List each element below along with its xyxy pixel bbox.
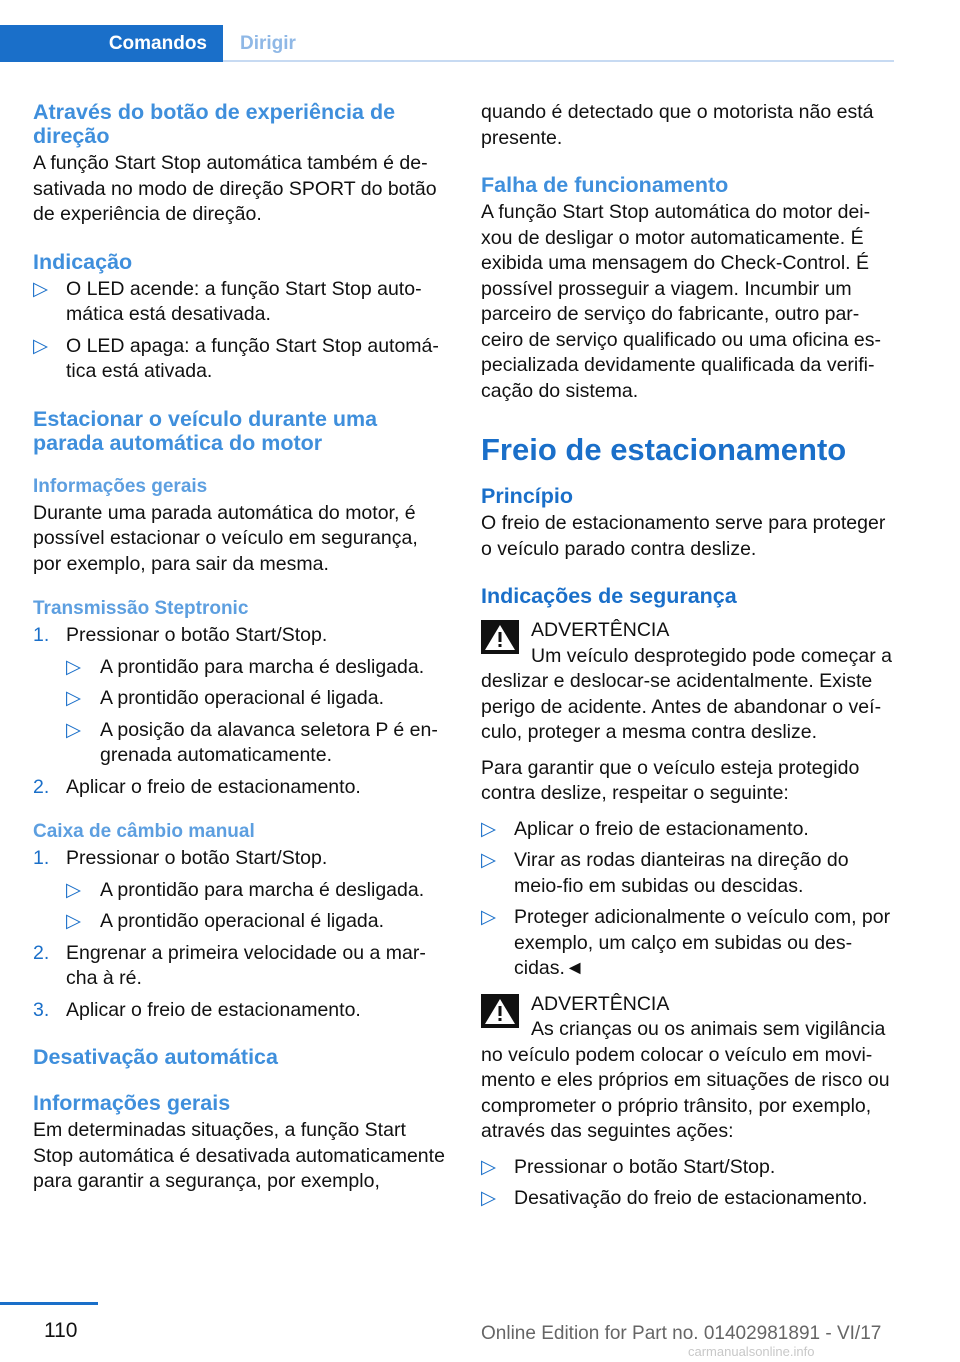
bullet-triangle-icon: ▷ [33, 277, 48, 300]
bullet-triangle-icon: ▷ [481, 817, 496, 840]
heading-manual: Caixa de câmbio manual [33, 821, 255, 842]
list-item: ▷ Aplicar o freio de estacionamento. [481, 817, 895, 843]
list-item: ▷ O LED acende: a função Start Stop automática está desativada. [33, 277, 422, 325]
paragraph-parada: Durante uma parada automática do motor, é possível estacionar o veículo em segurança, por exemplo, para sair da mesma. [33, 501, 418, 575]
step-number: 3. [33, 998, 50, 1021]
list-item: ▷ A posição da alavanca seletora P é engrenada automaticamente. [66, 718, 438, 766]
bullet-triangle-icon: ▷ [481, 906, 496, 928]
warning-title: ADVERTÊNCIA [531, 992, 670, 1015]
tab-dirigir[interactable]: Dirigir [240, 33, 296, 54]
bullet-triangle-icon: ▷ [66, 655, 81, 678]
heading-steptronic: Transmissão Steptronic [33, 598, 249, 619]
bullet-triangle-icon: ▷ [66, 910, 81, 932]
bullet-triangle-icon: ▷ [481, 1155, 496, 1178]
heading-freio: Freio de estacionamento [481, 432, 847, 467]
warning-title: ADVERTÊNCIA [531, 619, 670, 641]
warning-triangle-icon [481, 620, 519, 654]
bullet-triangle-icon: ▷ [481, 1187, 496, 1209]
bullet-triangle-icon: ▷ [66, 878, 81, 901]
list-item: ▷ Pressionar o botão Start/Stop. [481, 1155, 895, 1181]
list-item: ▷ A prontidão operacional é ligada. [66, 909, 447, 935]
left-column [33, 100, 447, 1205]
list-item: 1. Pressionar o botão Start/Stop. ▷ A prontidão para marcha é desligada. ▷ A prontidão operacional é ligada. ▷ A posição da alavanca seletora P é engrenada automaticamente. [33, 623, 447, 769]
list-item: ▷ Virar as rodas dianteiras na direção do meio-fio em subidas ou descidas. [481, 849, 849, 897]
safety-list [481, 817, 895, 982]
bullet-triangle-icon: ▷ [481, 849, 496, 871]
actions-list [481, 1155, 895, 1212]
list-item: ▷ A prontidão operacional é ligada. [66, 686, 447, 712]
step-number: 1. [33, 624, 50, 646]
heading-estacionar: Estacionar o veículo durante uma parada automática do motor [33, 406, 378, 455]
paragraph-falha: A função Start Stop automática do motor deixou de desligar o motor automaticamente. É exibida uma mensagem do Check-Control. É possível prosseguir a viagem. Incumbir um parceiro de serviço do fabricante, outro parceiro de serviço qualificado ou uma oficina especializada devidamente qualificada da verificação do sistema. [481, 201, 881, 402]
paragraph-continuation: quando é detectado que o motorista não está presente. [481, 101, 874, 149]
warning-block [481, 618, 895, 746]
bullet-triangle-icon: ▷ [33, 334, 48, 357]
page-number: 110 [44, 1319, 78, 1342]
heading-info-gerais-2: Informações gerais [33, 1091, 231, 1115]
heading-seguranca: Indicações de segurança [481, 584, 737, 608]
paragraph-desativacao: Em determinadas situações, a função Start Stop automática é desativada automaticamente para garantir a segurança, por exemplo, [33, 1119, 445, 1192]
list-item: ▷ A prontidão para marcha é desligada. [66, 655, 447, 681]
warning-block [481, 992, 895, 1145]
heading-info-gerais: Informações gerais [33, 475, 208, 497]
tab-comandos[interactable]: Comandos [0, 25, 223, 62]
paragraph-sport-mode: A função Start Stop automática também é desativada no modo de direção SPORT do botão de experiência de direção. [33, 152, 437, 225]
steptronic-steps [33, 623, 447, 800]
chapter-tabs [0, 25, 894, 62]
watermark: carmanualsonline.info [688, 1344, 815, 1359]
paragraph-principio: O freio de estacionamento serve para proteger o veículo parado contra deslize. [481, 512, 886, 560]
bullet-triangle-icon: ▷ [66, 718, 81, 741]
manual-steps [33, 846, 447, 1023]
edition-text: Online Edition for Part no. 01402981891 - VI/17 [481, 1323, 882, 1344]
sub-list [66, 655, 447, 769]
list-item: ▷ Proteger adicionalmente o veículo com, por exemplo, um calço em subidas ou descidas.◄ [481, 906, 891, 979]
paragraph-garantir: Para garantir que o veículo esteja protegido contra deslize, respeitar o seguinte: [481, 756, 860, 804]
warning-triangle-icon [481, 994, 519, 1028]
footer-rule [0, 1302, 98, 1305]
step-number: 1. [33, 847, 50, 869]
step-number: 2. [33, 775, 50, 798]
heading-falha: Falha de funcionamento [481, 173, 729, 197]
sub-list [66, 878, 447, 935]
list-item: ▷ O LED apaga: a função Start Stop automática está ativada. [33, 334, 439, 382]
list-item: ▷ A prontidão para marcha é desligada. [66, 878, 447, 904]
list-item: 3. Aplicar o freio de estacionamento. [33, 998, 447, 1024]
list-item: 1. Pressionar o botão Start/Stop. ▷ A prontidão para marcha é desligada. ▷ A prontidão operacional é ligada. [33, 846, 447, 935]
warning-text: As crianças ou os animais sem vigilância no veículo podem colocar o veículo em movimento e eles próprios em situações de risco ou comprometer o próprio trânsito, por exemplo, através das seguintes ações: [481, 1018, 890, 1142]
list-item: 2. Aplicar o freio de estacionamento. [33, 775, 447, 801]
heading-drive-experience: Através do botão de experiência de direção [33, 100, 396, 148]
bullet-triangle-icon: ▷ [66, 687, 81, 709]
list-item: 2. Engrenar a primeira velocidade ou a marcha à ré. [33, 941, 426, 989]
right-column [481, 100, 895, 1222]
heading-principio: Princípio [481, 484, 573, 508]
step-number: 2. [33, 941, 50, 964]
tab-divider [223, 60, 894, 62]
list-item: ▷ Desativação do freio de estacionamento. [481, 1186, 895, 1212]
indicator-list [33, 277, 447, 385]
heading-desativacao: Desativação automática [33, 1045, 278, 1069]
heading-indicacao: Indicação [33, 249, 133, 274]
warning-text: Um veículo desprotegido pode começar a deslizar e deslocar-se acidentalmente. Existe perigo de acidente. Antes de abandonar o veículo, proteger a mesma contra deslize. [481, 644, 892, 743]
